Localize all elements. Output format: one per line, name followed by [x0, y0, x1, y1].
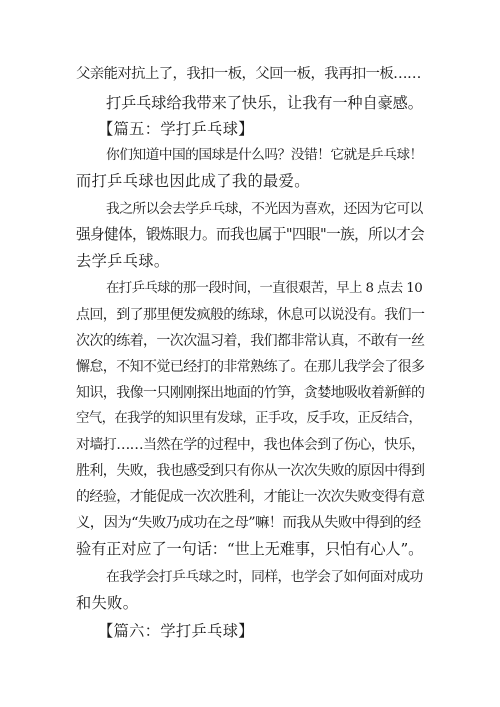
- paragraph-line: 懈怠，不知不觉已经打的非常熟练了。在那儿我学会了很多: [76, 359, 425, 375]
- paragraph-line: 父亲能对抗上了，我扣一板，父回一板，我再扣一板……: [76, 66, 421, 82]
- paragraph-line: 而打乒乓球也因此成了我的最爱。: [76, 172, 310, 190]
- paragraph-line: 和失败。: [76, 594, 139, 612]
- paragraph-line: 强身健体，锻炼眼力。而我也属于"四眼"一族，所以才会: [76, 226, 425, 243]
- paragraph-line: 义，因为“失败乃成功在之母”嘛！而我从失败中得到的经: [76, 515, 421, 531]
- paragraph-line: 去学乒乓球。: [76, 252, 170, 270]
- paragraph-line: 你们知道中国的国球是什么吗？没错！它就是乒乓球！: [106, 147, 423, 163]
- paragraph-line: 的经验，才能促成一次次胜利，才能让一次次失败变得有意: [76, 489, 425, 505]
- paragraph-line: 次次的练着，一次次温习着，我们都非常认真，不敢有一丝: [76, 333, 425, 349]
- paragraph-line: 在我学会打乒乓球之时，同样，也学会了如何面对成功: [106, 569, 423, 585]
- section-heading: 【篇五：学打乒乓球】: [98, 120, 254, 138]
- paragraph-line: 对墙打……当然在学的过程中，我也体会到了伤心，快乐，: [76, 437, 425, 453]
- paragraph-line: 在打乒乓球的那一段时间，一直很艰苦，早上 8 点去 10: [106, 281, 423, 296]
- paragraph-line: 我之所以会去学乒乓球，不光因为喜欢，还因为它可以: [106, 201, 423, 217]
- paragraph-line: 验有正对应了一句话：“世上无难事，只怕有心人”。: [76, 540, 424, 558]
- paragraph-line: 知识，我像一只刚刚探出地面的竹笋，贪婪地吸收着新鲜的: [76, 385, 425, 401]
- paragraph-line: 空气，在我学的知识里有发球，正手攻，反手攻，正反结合，: [76, 411, 422, 426]
- paragraph-line: 点回，到了那里便发疯般的练球，休息可以说没有。我们一: [76, 307, 425, 323]
- paragraph-line: 胜利，失败，我也感受到只有你从一次次失败的原因中得到: [76, 463, 425, 479]
- section-heading: 【篇六：学打乒乓球】: [98, 622, 254, 640]
- paragraph-line: 打乒乓球给我带来了快乐，让我有一种自豪感。: [106, 94, 423, 112]
